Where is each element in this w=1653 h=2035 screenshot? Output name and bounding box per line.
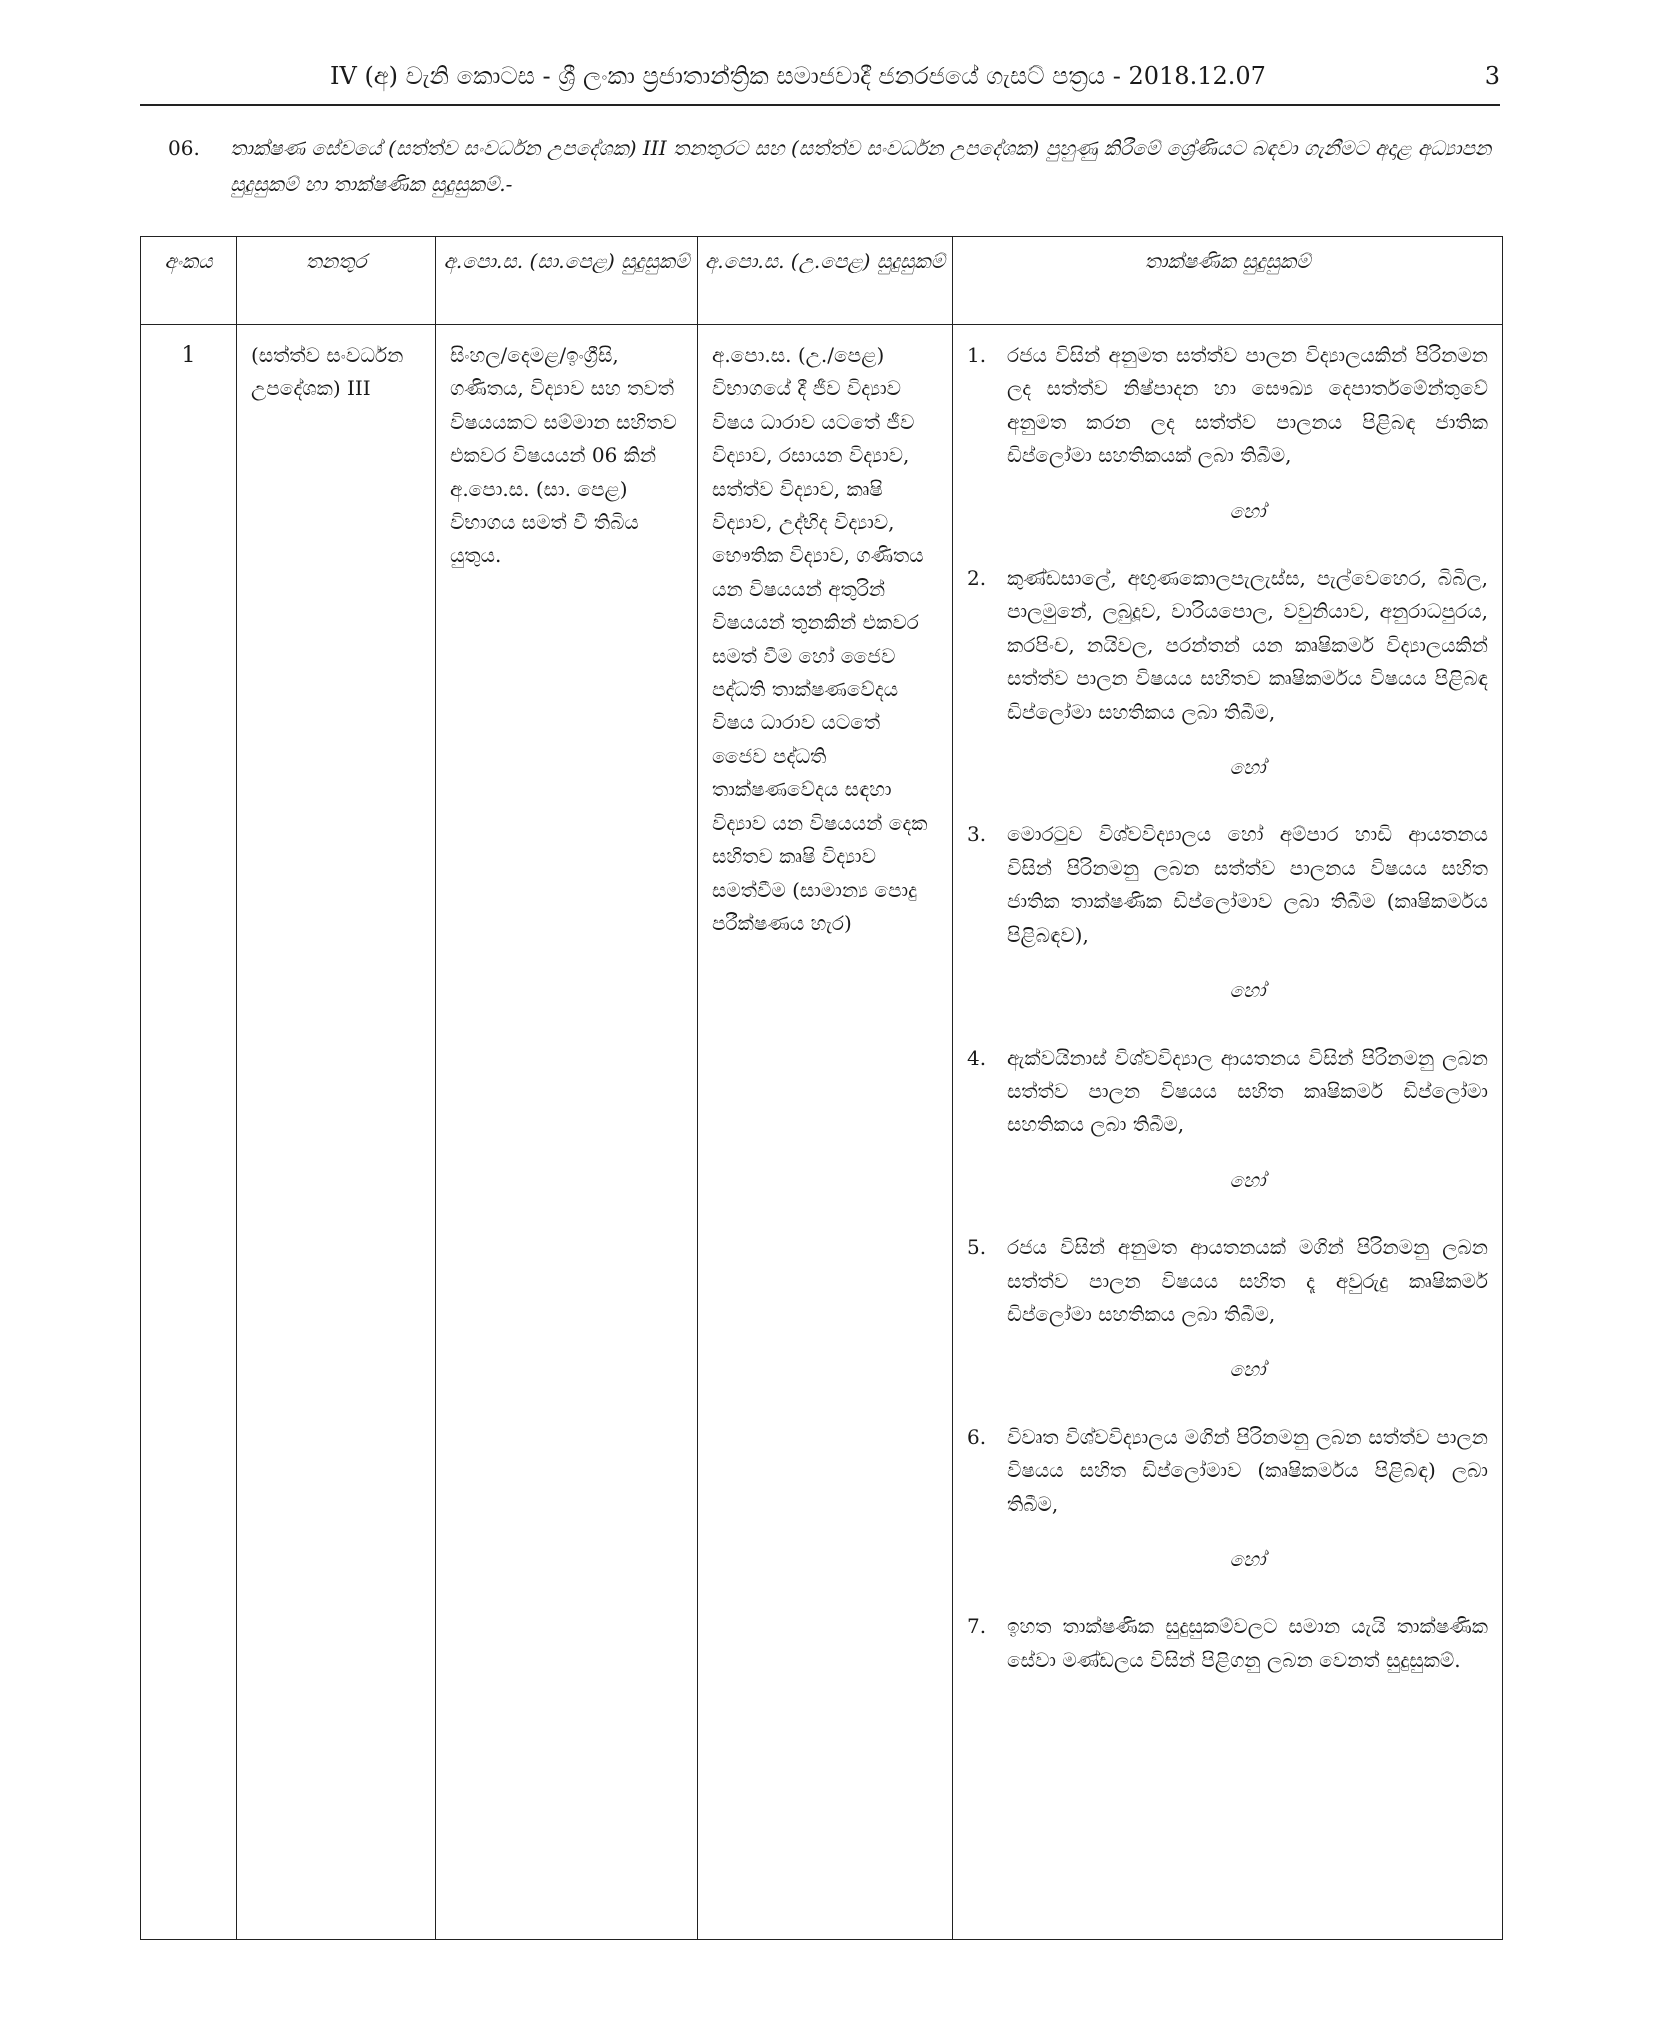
qualification-number: 3. bbox=[967, 822, 987, 847]
technical-qualification-item bbox=[967, 562, 1488, 729]
qualification-number: 2. bbox=[967, 566, 987, 591]
qualification-text: රජය විසින් අනුමත ආයතනයක් මගින් පිරිනමනු ලබන සත්ත්ව පාලන විෂයය සහිත දෑ අවුරුදු කෘෂිකර්ම ඩිප්ලෝමා සහතිකය ලබා තිබීම, bbox=[1007, 1235, 1488, 1326]
column-header-post: තනතුර bbox=[237, 237, 436, 325]
post-text: (සත්ත්ව සංවර්ධන උපදේශක) III bbox=[251, 343, 404, 401]
column-header-al-qualifications: අ.පො.ස. (උ.පෙළ) සුදුසුකම් bbox=[698, 237, 953, 325]
technical-qualification-item bbox=[967, 339, 1488, 473]
technical-qualification-cell bbox=[953, 325, 1503, 1940]
page-header bbox=[140, 60, 1500, 106]
or-separator: හෝ bbox=[1229, 978, 1266, 1003]
technical-qualification-item bbox=[967, 818, 1488, 952]
page-number: 3 bbox=[1484, 62, 1500, 90]
section-number: 06. bbox=[168, 136, 200, 160]
gazette-header-title: IV (අ) වැනි කොටස - ශ්‍රී ලංකා ප්‍රජාතාන්ත්‍රික සමාජවාදී ජනරජයේ ගැසට් පත්‍රය - 2018.12.07 bbox=[330, 62, 1266, 90]
table-row bbox=[141, 325, 1503, 1940]
qualifications-table bbox=[140, 236, 1503, 1940]
column-header-number: අංකය bbox=[141, 237, 237, 325]
qualification-number: 7. bbox=[967, 1614, 987, 1639]
row-number: 1 bbox=[141, 325, 237, 1940]
qualification-number: 5. bbox=[967, 1235, 987, 1260]
qualification-number: 6. bbox=[967, 1424, 987, 1449]
technical-qualification-item bbox=[967, 1231, 1488, 1331]
table-header-row bbox=[141, 237, 1503, 325]
section-heading-text: තාක්ෂණ සේවයේ (සත්ත්ව සංවර්ධන උපදේශක) III තනතුරට සහ (සත්ත්ව සංවර්ධන උපදේශක) පුහුණු කිරීමේ ශ්‍රේණියට බඳවා ගැනීමට අදාළ අධ්‍යාපන සුදුසුකම් හා තාක්ෂණික සුදුසුකම්.- bbox=[230, 136, 1492, 196]
ol-qualification-cell bbox=[436, 325, 698, 1940]
or-separator: හෝ bbox=[1229, 1546, 1266, 1571]
column-header-ol-qualifications: අ.පො.ස. (සා.පෙළ) සුදුසුකම් bbox=[436, 237, 698, 325]
ol-qualification-text: සිංහල/දෙමළ/ඉංග්‍රීසි, ගණිතය, විද්‍යාව සහ තවත් විෂයයකට සම්මාන සහිතව එකවර විෂයයන් 06 කින් අ.පො.ස. (සා. පෙළ) විභාගය සමත් වී තිබිය යුතුය. bbox=[450, 343, 677, 568]
column-header-technical-qualifications: තාක්ෂණික සුදුසුකම් bbox=[953, 237, 1503, 325]
qualification-text: විවෘත විශ්වවිද්‍යාලය මගින් පිරිනමනු ලබන සත්ත්ව පාලන විෂයය සහිත ඩිප්ලෝමාව (කෘෂිකර්මය පිළිබඳ) ලබා තිබීම, bbox=[1007, 1424, 1488, 1516]
qualification-text: මොරටුව විශ්වවිද්‍යාලය හෝ අම්පාර හාඩි ආයතනය විසින් පිරිනමනු ලබන සත්ත්ව පාලනය විෂයය සහිත ජාතික තාක්ෂණික ඩිප්ලෝමාව ලබා තිබීම (කෘෂිකර්මය පිළිබඳව), bbox=[1007, 822, 1488, 947]
or-separator: හෝ bbox=[1229, 1167, 1266, 1192]
technical-qualification-item bbox=[967, 1421, 1488, 1521]
qualification-text: රජය විසින් අනුමත සත්ත්ව පාලන විද්‍යාලයකින් පිරිනමන ලද සත්ත්ව නිෂ්පාදන හා සෞඛ්‍ය දෙපාර්තමේන්තුවේ අනුමත කරන ලද සත්ත්ව පාලනය පිළිබඳ ජාතික ඩිප්ලෝමා සහතිකයක් ලබා තිබීම, bbox=[1007, 343, 1488, 468]
qualification-text: ඇක්වයිනාස් විශ්වවිද්‍යාල ආයතනය විසින් පිරිනමනු ලබන සත්ත්ව පාලන විෂයය සහිත කෘෂිකර්ම ඩිප්ලෝමා සහතිකය ලබා තිබීම, bbox=[1007, 1045, 1488, 1137]
al-qualification-cell bbox=[698, 325, 953, 1940]
or-separator: හෝ bbox=[1229, 755, 1266, 780]
al-qualification-text: අ.පො.ස. (උ./පෙළ) විභාගයේ දී ජීව විද්‍යාව විෂය ධාරාව යටතේ ජීව විද්‍යාව, රසායන විද්‍යාව, සත්ත්ව විද්‍යාව, කෘෂි විද්‍යාව, උද්භිද විද්‍යාව, භෞතික විද්‍යාව, ගණිතය යන විෂයයන් අතුරින් විෂයයන් තුනකින් එකවර සමත් වීම හෝ ජෛව පද්ධති තාක්ෂණවේදය විෂය ධාරාව යටතේ ජෛව පද්ධති තාක්ෂණවේදය සඳහා විද්‍යාව යන විෂයයන් දෙක සහිතව කෘෂි විද්‍යාව සමත්වීම (සාමාන්‍ය පොදු පරීක්ෂණය හැර) bbox=[712, 343, 928, 935]
technical-qualification-item bbox=[967, 1610, 1488, 1677]
qualification-number: 1. bbox=[967, 343, 987, 367]
qualification-text: කුණ්ඩසාලේ, අඟුණකොලපැලැස්ස, පැල්වෙහෙර, බිබිල, පාලමුනේ, ලබුදූව, වාරියපොල, වවුනියාව, අනුරාධපුරය, කරපිංච, නයිවල, පරන්තන් යන කෘෂිකර්ම විද්‍යාලයකින් සත්ත්ව පාලන විෂයය සහිතව කෘෂිකර්මය විෂයය පිළිබඳ ඩිප්ලෝමා සහතිකය ලබා තිබීම, bbox=[1007, 566, 1488, 724]
qualification-text: ඉහත තාක්ෂණික සුදුසුකම්වලට සමාන යැයි තාක්ෂණික සේවා මණ්ඩලය විසින් පිළිගනු ලබන වෙනත් සුදුසුකම්. bbox=[1007, 1614, 1488, 1672]
or-separator: හෝ bbox=[1229, 498, 1266, 523]
post-cell bbox=[237, 325, 436, 1940]
or-separator: හෝ bbox=[1229, 1357, 1266, 1382]
technical-qualification-item bbox=[967, 1042, 1488, 1142]
qualification-number: 4. bbox=[967, 1045, 987, 1070]
